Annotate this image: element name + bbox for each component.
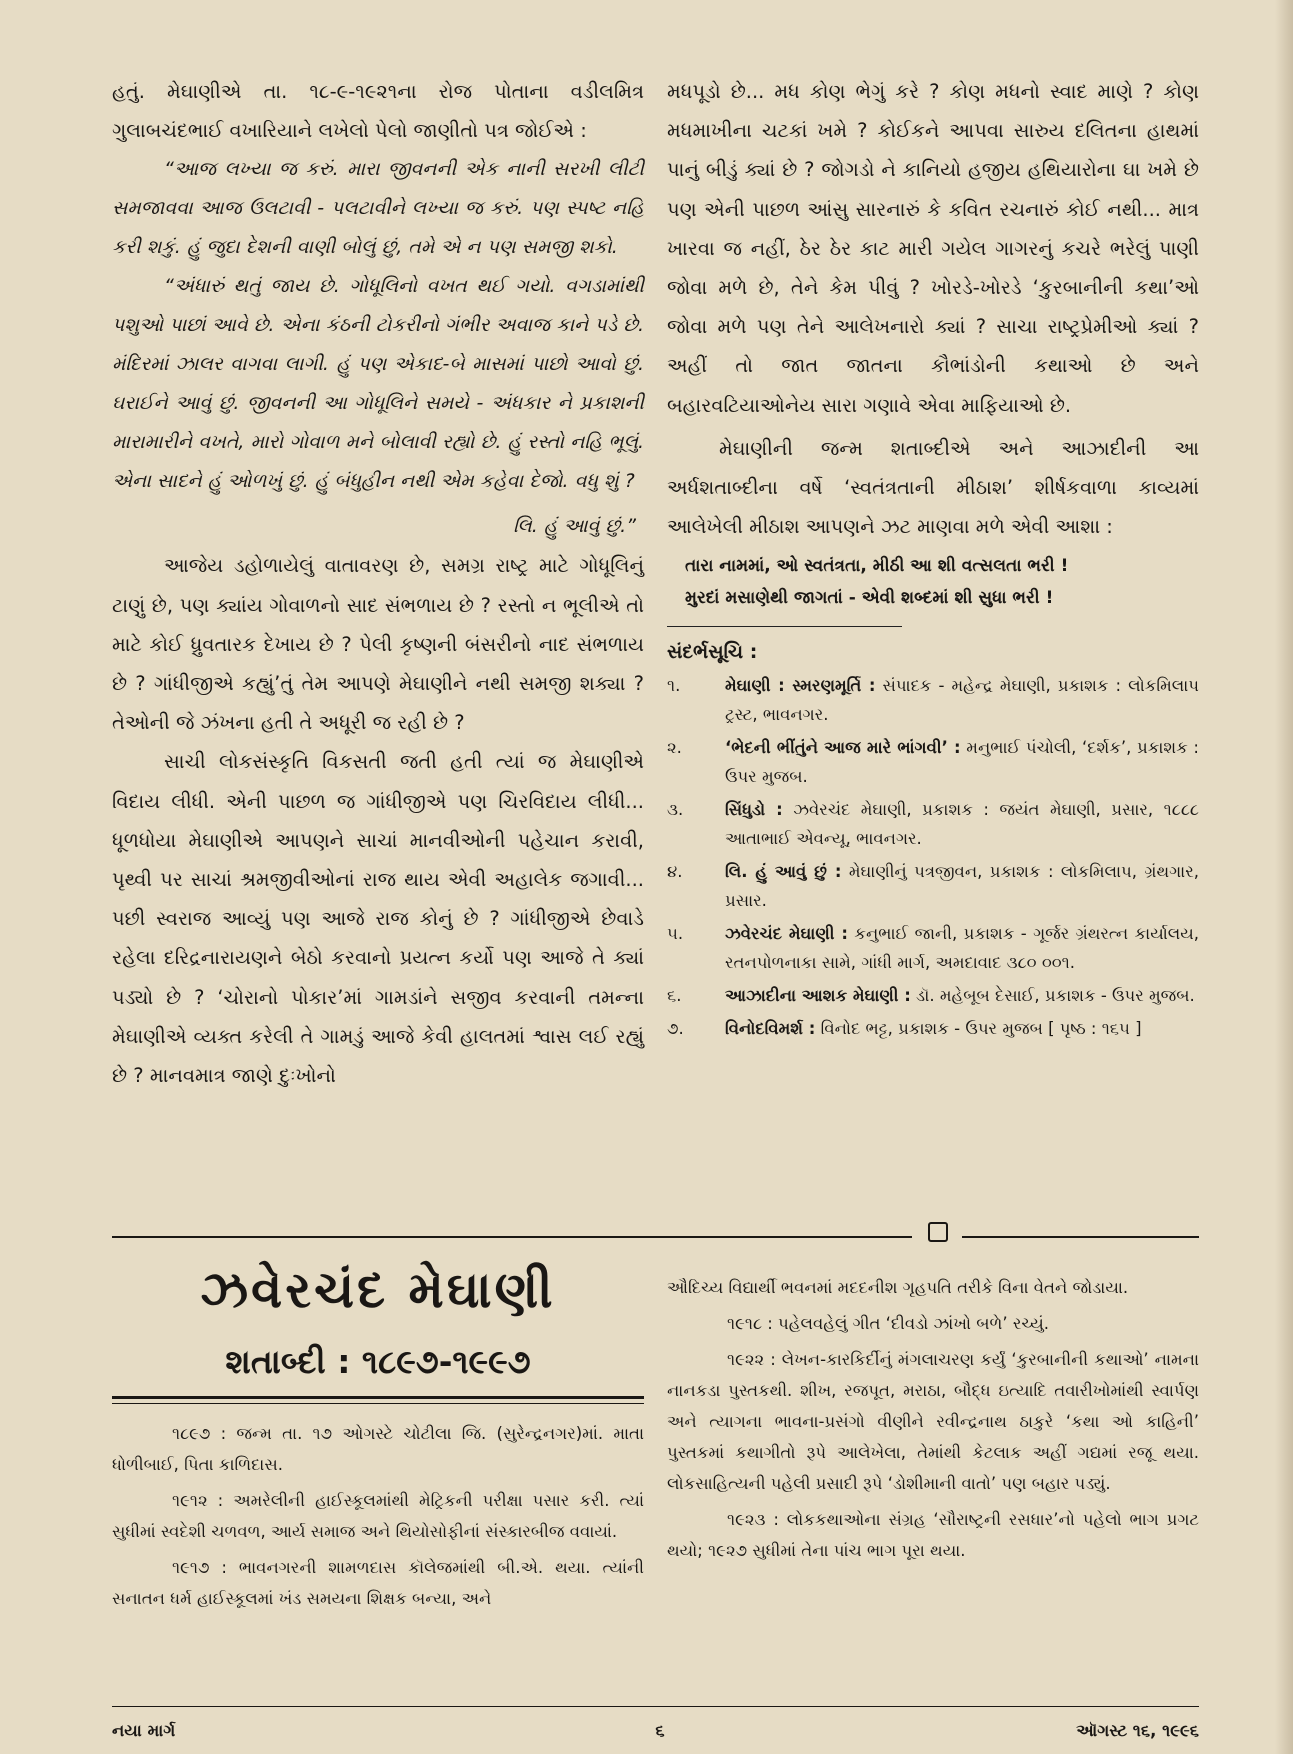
poem-line-1: તારા નામમાં, ઓ સ્વતંત્રતા, મીઠી આ શી વત્સલતા ભરી ! [685, 556, 1069, 577]
right-paragraph-2: મેઘાણીની જન્મ શતાબ્દીએ અને આઝાદીની આ અર્ધશતાબ્દીના વર્ષે ‘સ્વતંત્રતાની મીઠાશ’ શીર્ષકવાળા કાવ્યમાં આલેખેલી મીઠાશ આપણને ઝટ માણવા મળે એવી આશા : [667, 436, 1199, 539]
bio-entry: ૧૮૯૭ : જન્મ તા. ૧૭ ઓગસ્ટે ચોટીલા જિ. (સુરેન્દ્રનગર)માં. માતા ધોળીબાઈ, પિતા કાળિદાસ. [112, 1424, 644, 1474]
right-column [667, 72, 1199, 1047]
reference-details: કનુભાઈ જાની, પ્રકાશક - ગૂર્જર ગ્રંથરત્ન કાર્યાલય, રતનપોળનાકા સામે, ગાંધી માર્ગ, અમદાવાદ ૩૮૦ ૦૦૧. [725, 924, 1199, 973]
reference-number: ૪. [667, 862, 683, 882]
bio-entry-continued: ઔદિચ્ય વિદ્યાર્થી ભવનમાં મદદનીશ ગૃહપતિ તરીકે વિના વેતને જોડાયા. [667, 1278, 1129, 1297]
reference-title: આઝાદીના આશક મેઘાણી : [725, 986, 911, 1006]
article-end-mark-icon [928, 1222, 948, 1242]
references-divider [667, 626, 902, 627]
bio-entry: ૧૯૨૩ : લોકકથાઓના સંગ્રહ ‘સૌરાષ્ટ્રની રસધાર’નો પહેલો ભાગ પ્રગટ થયો; ૧૯૨૭ સુધીમાં તેના પાંચ ભાગ પૂરા થયા. [667, 1510, 1199, 1560]
reference-details: મેઘાણીનું પત્રજીવન, પ્રકાશક : લોકમિલાપ, ગ્રંથગાર, પ્રસાર. [725, 862, 1199, 911]
bio-timeline-right [667, 1272, 1199, 1571]
reference-item [667, 671, 1199, 729]
reference-number: ૫. [667, 924, 684, 944]
reference-details: ઝવેરચંદ મેઘાણી, પ્રકાશક : જયંત મેઘાણી, પ્રસાર, ૧૮૮૮ આતાભાઈ એવન્યૂ, ભાવનગર. [725, 800, 1199, 849]
references-heading: સંદર્ભસૂચિ : [667, 641, 758, 664]
left-paragraph-2: આજેય ડહોળાયેલું વાતાવરણ છે, સમગ્ર રાષ્ટ્ર માટે ગોધૂલિનું ટાણું છે, પણ ક્યાંય ગોવાળનો સાદ સંભળાય છે ? રસ્તો ન ભૂલીએ તો માટે કોઈ ધ્રુવતારક દેખાય છે ? પેલી કૃષ્ણની બંસરીનો નાદ સંભળાય છે ? ગાંધીજીએ કહ્યું’તું તેમ આપણે મેઘાણીને નથી સમજી શક્યા ? તેઓની જે ઝંખના હતી તે અધૂરી જ રહી છે ? [112, 554, 644, 735]
page-edge-shadow [1275, 0, 1293, 1754]
reference-number: ૧. [667, 676, 681, 696]
reference-number: ૨. [667, 738, 682, 758]
reference-item [667, 857, 1199, 915]
reference-details: સંપાદક - મહેન્દ્ર મેઘાણી, પ્રકાશક : લોકમિલાપ ટ્રસ્ટ, ભાવનગર. [725, 676, 1199, 725]
bio-entry: ૧૯૧૭ : ભાવનગરની શામળદાસ કૉલેજમાંથી બી.એ. થયા. ત્યાંની સનાતન ધર્મ હાઈસ્કૂલમાં ખંડ સમયના શિક્ષક બન્યા, અને [112, 1558, 644, 1608]
section-separator-right [962, 1236, 1199, 1238]
reference-title: સિંધુડો : [725, 800, 783, 820]
reference-details: વિનોદ ભટ્ટ, પ્રકાશક - ઉપર મુજબ [ પૃષ્ઠ : ૧૬૫ ] [815, 1019, 1142, 1039]
reference-item [667, 919, 1199, 977]
footer-publication-name: નયા માર્ગ [112, 1721, 176, 1740]
bio-entry: ૧૯૧૮ : પહેલવહેલું ગીત ‘દીવડો ઝાંખો બળે’ રચ્યું. [727, 1314, 1050, 1333]
footer-page-number: ૬ [655, 1721, 665, 1740]
reference-title: મેઘાણી : સ્મરણમૂર્તિ : [725, 676, 876, 696]
reference-item [667, 1014, 1199, 1043]
reference-number: ૩. [667, 800, 684, 820]
left-paragraph-1: હતું. મેઘાણીએ તા. ૧૮-૯-૧૯૨૧ના રોજ પોતાના વડીલમિત્ર ગુલાબચંદભાઈ વખારિયાને લખેલો પેલો જાણીતો પત્ર જોઈએ : [112, 80, 644, 143]
bio-entry: ૧૯૧૨ : અમરેલીની હાઈસ્કૂલમાંથી મેટ્રિકની પરીક્ષા પસાર કરી. ત્યાં સુધીમાં સ્વદેશી ચળવળ, આર્ય સમાજ અને થિયોસોફીનાં સંસ્કારબીજ વવાયાં. [112, 1491, 644, 1541]
reference-title: લિ. હું આવું છું : [725, 862, 842, 882]
reference-title: વિનોદવિમર્શ : [725, 1019, 816, 1039]
letter-signoff: લિ. હું આવું છું.” [513, 515, 636, 538]
reference-number: ૬. [667, 986, 682, 1006]
reference-item [667, 981, 1199, 1010]
references-list [667, 671, 1199, 1043]
reference-item [667, 795, 1199, 853]
left-paragraph-3: સાચી લોકસંસ્કૃતિ વિકસતી જતી હતી ત્યાં જ મેઘાણીએ વિદાય લીધી. એની પાછળ જ ગાંધીજીએ પણ ચિરવિદાય લીધી... ધૂળધોયા મેઘાણીએ આપણને સાચાં માનવીઓની પહેચાન કરાવી, પૃથ્વી પર સાચાં શ્રમજીવીઓનાં રાજ થાય એવી અહાલેક જગાવી... પછી સ્વરાજ આવ્યું પણ આજે રાજ કોનું છે ? ગાંધીજીએ છેવાડે રહેલા દરિદ્રનારાયણને બેઠો કરવાનો પ્રયત્ન કર્યો પણ આજે તે ક્યાં પડ્યો છે ? ‘ચોરાનો પોકાર’માં ગામડાંને સજીવ કરવાની તમન્ના મેઘાણીએ વ્યક્ત કરેલી તે ગામડું આજે કેવી હાલતમાં શ્વાસ લઈ રહ્યું છે ? માનવમાત્ર જાણે દુઃખોનો [112, 750, 644, 1088]
bio-timeline-left [112, 1418, 644, 1619]
footer-date: ઑગસ્ટ ૧૬, ૧૯૯૬ [1076, 1721, 1199, 1740]
right-paragraph-1: મધપૂડો છે... મધ કોણ ભેગું કરે ? કોણ મધનો સ્વાદ માણે ? કોણ મધમાખીના ચટકાં ખમે ? કોઈકને આપવા સારુય દલિતના હાથમાં પાનું બીડું ક્યાં છે ? જોગડો ને કાનિયો હજીય હથિયારોના ઘા ખમે છે પણ એની પાછળ આંસુ સારનારું કે કવિત રચનારું કોઈ નથી... માત્ર ખારવા જ નહીં, ઠેર ઠેર કાટ મારી ગયેલ ગાગરનું કચરે ભરેલું પાણી જોવા મળે છે, તેને કેમ પીવું ? ખોરડે-ખોરડે ‘કુરબાનીની કથા’ઓ જોવા મળે પણ તેને આલેખનારો ક્યાં ? સાચા રાષ્ટ્રપ્રેમીઓ ક્યાં ? અહીં તો જાત જાતના કૌભાંડોની કથાઓ છે અને બહારવટિયાઓનેય સારા ગણાવે એવા માફિયાઓ છે. [667, 80, 1199, 417]
box-subtitle: શતાબ્દી : ૧૮૯૭-૧૯૯૭ [225, 1342, 531, 1381]
box-title: ઝવેરચંદ મેઘાણી [200, 1261, 556, 1319]
left-column [112, 72, 644, 1095]
poem-line-2: મુરદાં મસાણેથી જાગતાં - એવી શબ્દમાં શી સુધા ભરી ! [685, 588, 1054, 609]
letter-quote-2: “અંધારું થતું જાય છે. ગોધૂલિનો વખત થઈ ગયો. વગડામાંથી પશુઓ પાછાં આવે છે. એના કંઠની ટોકરીનો ગંભીર અવાજ કાને પડે છે. મંદિરમાં ઝાલર વાગવા લાગી. હું પણ એકાદ-બે માસમાં પાછો આવો છું. ઘરાઈને આવું છું. જીવનની આ ગોધૂલિને સમયે - અંધકાર ને પ્રકાશની મારામારીને વખતે, મારો ગોવાળ મને બોલાવી રહ્યો છે. હું રસ્તો નહિ ભૂલું. એના સાદને હું ઓળખું છું. હું બંધુહીન નથી એમ કહેવા દેજો. વધુ શું ? [112, 275, 644, 493]
reference-title: ‘ભેદની ભીંતુંને આજ મારે ભાંગવી’ : [725, 738, 961, 758]
reference-number: ૭. [667, 1019, 684, 1039]
box-double-rule-bottom [112, 1403, 644, 1404]
letter-quote-1: “આજ લખ્યા જ કરું. મારા જીવનની એક નાની સરખી લીટી સમજાવવા આજ ઉલટાવી - પલટાવીને લખ્યા જ કરું. પણ સ્પષ્ટ નહિ કરી શકું. હું જુદા દેશની વાણી બોલું છું, તમે એ ન પણ સમજી શકો. [112, 158, 644, 259]
section-separator-left [112, 1236, 912, 1238]
poem [667, 550, 1199, 614]
footer-rule [112, 1706, 1199, 1707]
box-double-rule-top [112, 1396, 644, 1399]
reference-title: ઝવેરચંદ મેઘાણી : [725, 924, 848, 944]
reference-item [667, 733, 1199, 791]
reference-details: ડૉ. મહેબૂબ દેસાઈ, પ્રકાશક - ઉપર મુજબ. [910, 986, 1195, 1006]
bio-entry: ૧૯૨૨ : લેખન-કારકિર્દીનું મંગલાચરણ કર્યું ‘કુરબાનીની કથાઓ’ નામના નાનકડા પુસ્તકથી. શીખ, રજપૂત, મરાઠા, બૌદ્ધ ઇત્યાદિ તવારીખોમાંથી સ્વાર્પણ અને ત્યાગના ભાવના-પ્રસંગો વીણીને રવીન્દ્રનાથ ઠાકુરે ‘કથા ઓ કાહિની’ પુસ્તકમાં કથાગીતો રૂપે આલેખેલા, તેમાંથી કેટલાક અહીં ગદ્યમાં રજૂ થયા. લોકસાહિત્યની પહેલી પ્રસાદી રૂપે ‘ડોશીમાની વાતો’ પણ બહાર પડ્યું. [667, 1350, 1199, 1493]
reference-details: મનુભાઈ પંચોલી, ‘દર્શક’, પ્રકાશક : ઉપર મુજબ. [725, 738, 1199, 787]
